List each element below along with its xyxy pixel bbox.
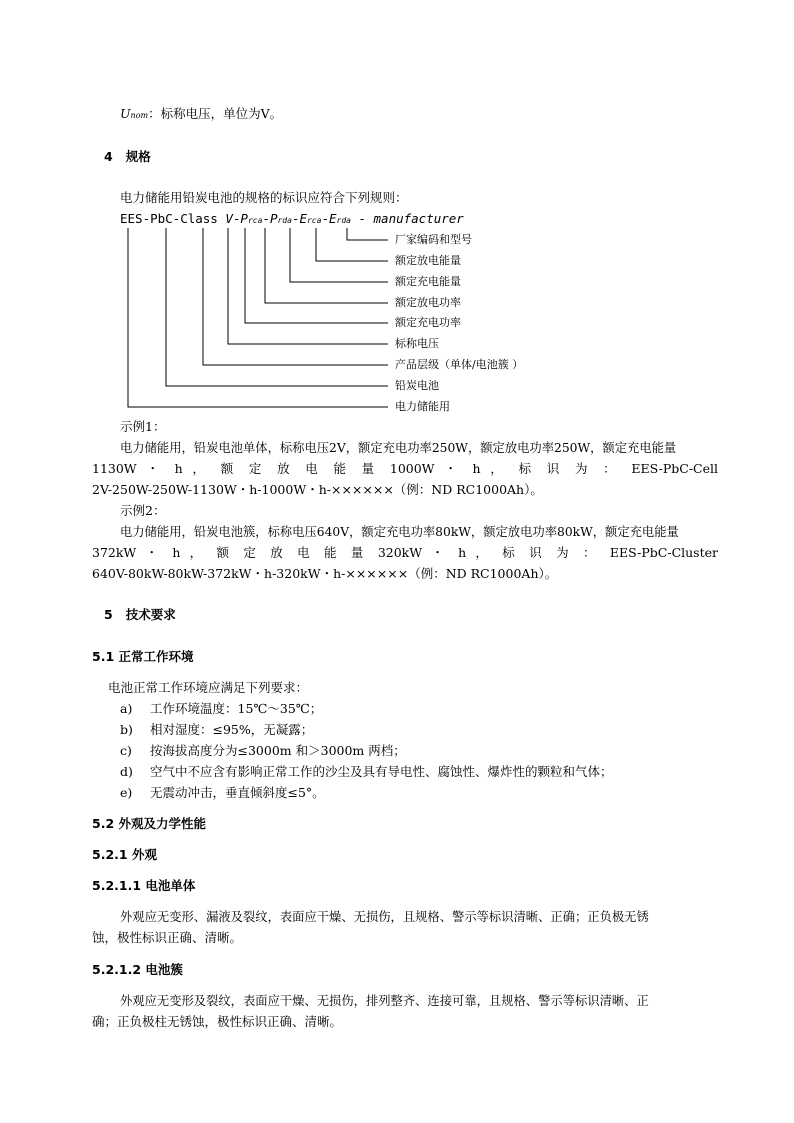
diagram-label-lead-carbon-battery: 铅炭电池 — [395, 379, 439, 392]
env-intro: 电池正常工作环境应满足下列要求： — [108, 680, 309, 695]
spec-e1: E — [299, 211, 307, 226]
env-item-mark: e) — [120, 785, 133, 800]
section-number: 4 — [104, 149, 113, 164]
para-5-2-1-1-line-1: 外观应无变形、漏液及裂纹，表面应干燥、无损伤，且规格、警示等标识清晰、正确；正负极无锈 — [120, 910, 649, 924]
spec-tail: - manufacturer — [350, 211, 464, 226]
section-number: 5.2.1.1 — [92, 878, 142, 893]
example-2-label: 示例2： — [120, 503, 166, 518]
env-item-mark: c) — [120, 743, 132, 758]
example-2-line-3: 640V-80kW-80kW-372kW・h-320kW・h-××××××（例：ND RC1000Ah）。 — [92, 566, 558, 581]
spec-p2-sub: rda — [277, 216, 292, 225]
section-5-2-1-1-heading — [92, 878, 195, 894]
para-5-2-1-2-line-1: 外观应无变形及裂纹，表面应干燥、无损伤，排列整齐、连接可靠，且规格、警示等标识清晰、正 — [120, 994, 649, 1008]
section-title: 外观及力学性能 — [118, 816, 207, 831]
section-5-1-heading — [92, 649, 194, 665]
section-5-2-1-heading — [92, 847, 157, 863]
env-item-mark: b) — [120, 722, 133, 737]
env-item-b — [120, 722, 313, 738]
section-title: 技术要求 — [125, 607, 176, 622]
spec-prefix: EES-PbC-Class — [120, 211, 226, 226]
diagram-label-energy-storage: 电力储能用 — [395, 400, 450, 413]
diagram-label-rated-discharge-power: 额定放电功率 — [395, 296, 461, 309]
section-title: 规格 — [125, 149, 151, 164]
spec-e2-sub: rda — [336, 216, 351, 225]
env-item-text: 空气中不应含有影响正常工作的沙尘及具有导电性、腐蚀性、爆炸性的颗粒和气体； — [150, 764, 613, 779]
diagram-label-nominal-voltage: 标称电压 — [395, 337, 439, 350]
section-number: 5.1 — [92, 649, 115, 664]
env-item-mark: d) — [120, 764, 133, 779]
diagram-label-rated-charge-energy: 额定充电能量 — [395, 275, 461, 288]
diagram-label-product-level: 产品层级（单体/电池簇 ） — [395, 358, 524, 371]
example-2-line-2: 372kW ・ h ， 额 定 放 电 能 量 320kW ・ h ， 标 识 为 ： EES-PbC-Cluster — [92, 545, 718, 560]
example-1-line-3: 2V-250W-250W-1130W・h-1000W・h-××××××（例：ND RC1000Ah）。 — [92, 482, 543, 497]
spec-intro: 电力储能用铅炭电池的规格的标识应符合下列规则： — [120, 190, 408, 205]
spec-p1: P — [240, 211, 248, 226]
unom-subscript: nom — [130, 111, 149, 120]
env-item-text: 相对湿度：≤95%，无凝露； — [150, 722, 314, 737]
env-item-c — [120, 743, 406, 759]
section-number: 5.2 — [92, 816, 115, 831]
diagram-label-manufacturer: 厂家编码和型号 — [395, 233, 472, 246]
spec-e2: E — [328, 211, 337, 226]
unom-symbol: U — [120, 106, 131, 121]
para-5-2-1-1-line-2: 蚀，极性标识正确、清晰。 — [92, 930, 243, 945]
section-5-2-1-2-heading — [92, 962, 183, 978]
example-1-line-2: 1130W ・ h ， 额 定 放 电 能 量 1000W ・ h ， 标 识 为 ： EES-PbC-Cell — [92, 461, 718, 476]
section-number: 5.2.1 — [92, 847, 128, 862]
section-number: 5.2.1.2 — [92, 962, 142, 977]
env-item-text: 工作环境温度：15℃～35℃； — [150, 701, 323, 716]
section-title: 正常工作环境 — [118, 649, 194, 664]
example-1-label: 示例1： — [120, 419, 166, 434]
section-title: 电池簇 — [145, 962, 183, 977]
spec-p2: P — [269, 211, 278, 226]
env-item-e — [120, 785, 325, 801]
section-5-2-heading — [92, 816, 206, 832]
spec-p1-sub: rca — [247, 216, 263, 225]
spec-code: EES-PbC-Class V-Prca-Prda-Erca-Erda - manufacturer — [120, 211, 464, 226]
env-item-text: 无震动冲击，垂直倾斜度≤5°。 — [150, 785, 325, 800]
spec-v: V — [225, 211, 233, 226]
example-1-line-1: 电力储能用，铅炭电池单体，标称电压2V，额定充电功率250W，额定放电功率250W，额定充电能量 — [120, 441, 677, 455]
env-item-a — [120, 701, 322, 717]
diagram-label-rated-charge-power: 额定充电功率 — [395, 316, 461, 329]
section-title: 电池单体 — [145, 878, 196, 893]
section-title: 外观 — [131, 847, 157, 862]
section-number: 5 — [104, 607, 113, 622]
unom-text: ：标称电压，单位为V。 — [148, 106, 283, 121]
env-item-text: 按海拔高度分为≤3000m 和＞3000m 两档； — [150, 743, 406, 758]
para-5-2-1-2-line-2: 确；正负极柱无锈蚀，极性标识正确、清晰。 — [92, 1014, 343, 1029]
diagram-label-rated-discharge-energy: 额定放电能量 — [395, 254, 461, 267]
example-2-line-1: 电力储能用，铅炭电池簇，标称电压640V，额定充电功率80kW，额定放电功率80kW，额定充电能量 — [120, 525, 679, 539]
env-item-mark: a) — [120, 701, 133, 716]
section-5-heading — [104, 607, 176, 623]
spec-e1-sub: rca — [306, 216, 322, 225]
env-item-d — [120, 764, 613, 780]
